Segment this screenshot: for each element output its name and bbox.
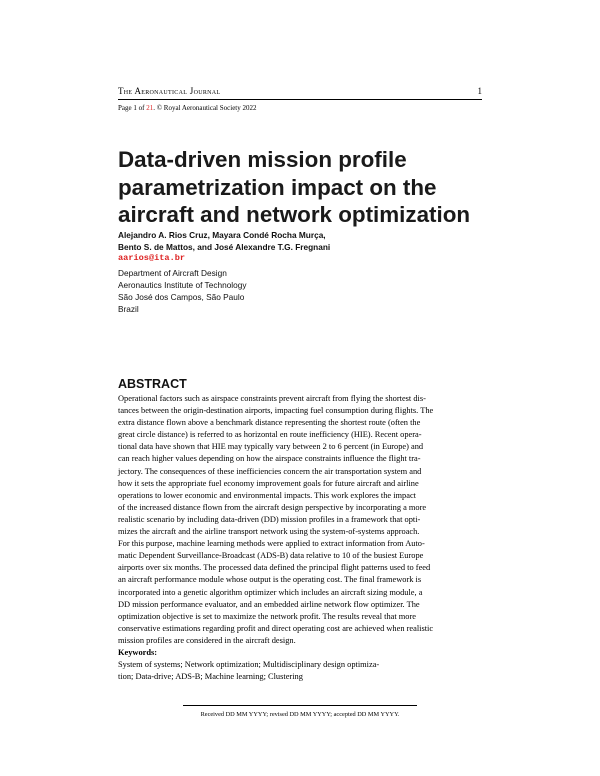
- abstract-body: [118, 393, 482, 683]
- paper-title: [118, 146, 488, 229]
- keywords-line: [118, 647, 482, 671]
- abstract-line: how it sets the appropriate fuel economy improvement goals for future aircraft and airline: [118, 478, 419, 488]
- abstract-line: Operational factors such as airspace constraints prevent aircraft from flying the shortest dis-: [118, 394, 426, 403]
- journal-name: The Aeronautical Journal: [118, 86, 221, 96]
- author-list: [118, 229, 330, 253]
- abstract-line: mission profiles are considered in the aircraft design.: [118, 635, 296, 645]
- abstract-line: tional data have shown that HIE may typically vary between 2 to 6 percent (in Europe) and: [118, 442, 424, 452]
- abstract-line: can reach higher values depending on how the airspace constraints influence the flight tra-: [118, 454, 421, 464]
- abstract-line: operations to lower economic and environmental impacts. This work explores the impact: [118, 490, 417, 500]
- footer-rule: [183, 705, 417, 706]
- title-line: Data-driven mission profile: [118, 147, 407, 172]
- received-dates: Received DD MM YYYY; revised DD MM YYYY; accepted DD MM YYYY.: [200, 711, 400, 718]
- abstract-line: of the increased distance flown from the aircraft design perspective by incorporating a more: [118, 502, 427, 512]
- page-info: [118, 104, 257, 112]
- abstract-line: jectory. The consequences of these inefficiencies concern the air transportation system and: [118, 466, 422, 476]
- author-email-link[interactable]: aarios@ita.br: [118, 253, 186, 263]
- abstract-line: realistic scenario by including data-driven (DD) mission profiles in a framework that opti-: [118, 514, 421, 524]
- author-line: Alejandro A. Rios Cruz, Mayara Condé Rocha Murça,: [118, 230, 326, 240]
- abstract-line: mizes the aircraft and the airline transport network using the system-of-systems approach.: [118, 527, 420, 537]
- abstract-line: matic Dependent Surveillance-Broadcast (ADS-B) data relative to 10 of the busiest Europe: [118, 551, 424, 561]
- abstract-heading: ABSTRACT: [118, 377, 187, 391]
- abstract-line: optimization objective is set to maximize the network profit. The results reveal that more: [118, 611, 417, 621]
- abstract-line: airports over six months. The processed data defined the principal flight patterns used to feed: [118, 563, 431, 573]
- affiliation: [118, 268, 247, 316]
- running-head: [118, 86, 482, 100]
- keywords-text: System of systems; Network optimization; Multidisciplinary design optimiza-: [118, 660, 380, 670]
- header-rule: [118, 99, 482, 100]
- keywords-continuation: tion; Data-drive; ADS-B; Machine learning; Clustering: [118, 672, 303, 682]
- abstract-line: great circle distance) is referred to as horizontal en route inefficiency (HIE). Recent opera-: [118, 430, 422, 440]
- page-info-prefix: Page 1 of: [118, 104, 147, 112]
- abstract-line: conservative estimations regarding profit and direct operating cost are achieved when realistic: [118, 623, 434, 633]
- abstract-line: For this purpose, machine learning methods were applied to extract information from Auto-: [118, 539, 425, 549]
- title-line: parametrization impact on the: [118, 174, 437, 200]
- abstract-line: DD mission performance evaluator, and an embedded airline network flow optimizer. The: [118, 599, 420, 609]
- abstract-line: an aircraft performance module whose output is the operating cost. The final framework is: [118, 575, 422, 585]
- abstract-line: tances between the origin-destination airports, impacting fuel consumption during flights. The: [118, 406, 434, 416]
- abstract-line: incorporated into a genetic algorithm optimizer which includes an aircraft sizing module, a: [118, 587, 423, 597]
- affiliation-line: Aeronautics Institute of Technology: [118, 279, 247, 290]
- affiliation-line: Brazil: [118, 303, 139, 314]
- abstract-line: extra distance flown above a benchmark distance representing the shortest route (often the: [118, 418, 421, 428]
- title-line: aircraft and network optimization: [118, 202, 471, 227]
- affiliation-line: Department of Aircraft Design: [118, 268, 227, 278]
- page-info-suffix: . © Royal Aeronautical Society 2022: [153, 104, 257, 112]
- author-line: Bento S. de Mattos, and José Alexandre T.G. Fregnani: [118, 242, 331, 252]
- keywords-label: Keywords:: [118, 647, 158, 657]
- affiliation-line: São José dos Campos, São Paulo: [118, 291, 245, 302]
- total-pages-link[interactable]: 21: [146, 104, 154, 112]
- page-number: 1: [477, 86, 482, 96]
